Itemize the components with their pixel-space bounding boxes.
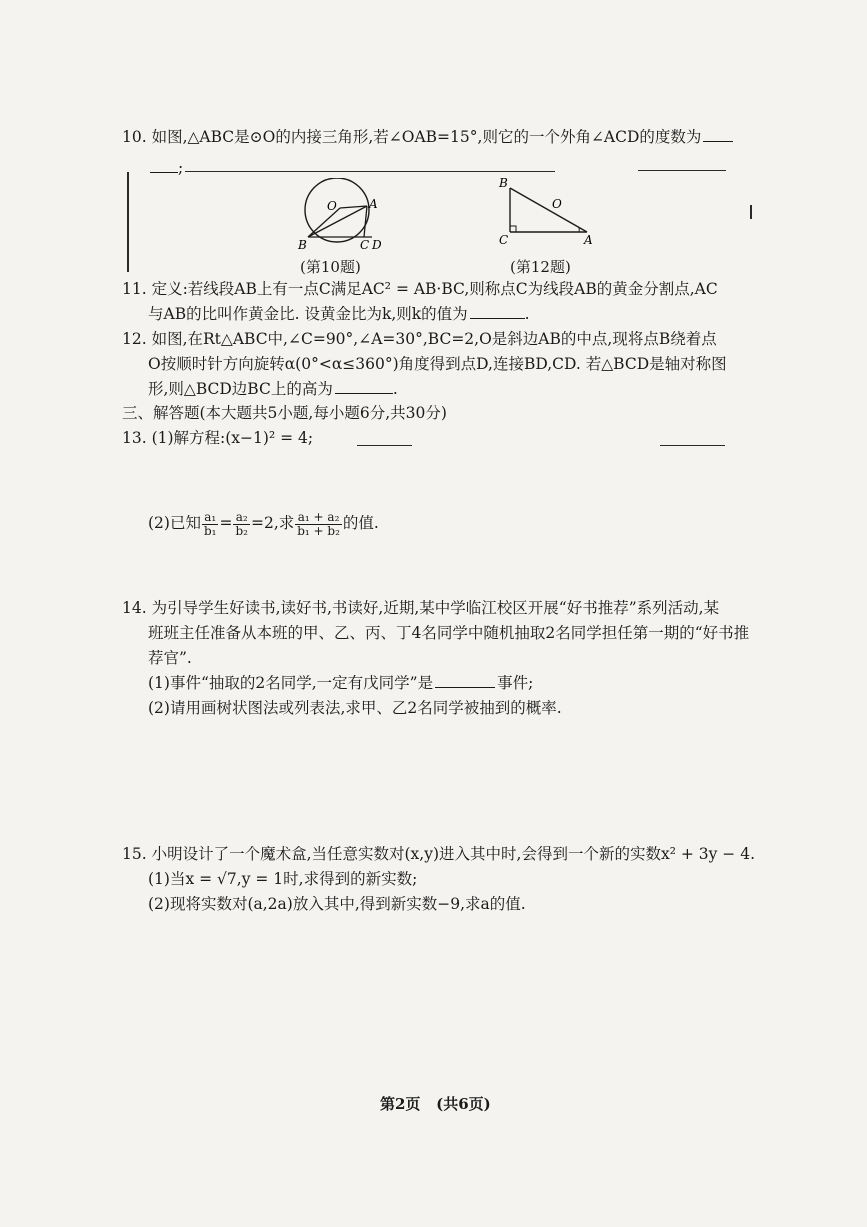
- scan-mark-right: [750, 205, 752, 219]
- label-O: O: [327, 199, 337, 213]
- label-B: B: [298, 238, 307, 252]
- q15-line1: 15. 小明设计了一个魔术盒,当任意实数对(x,y)进入其中时,会得到一个新的实数x² + 3y − 4.: [122, 845, 755, 863]
- q11-line2: 与AB的比叫作黄金比. 设黄金比为k,则k的值为 .: [148, 305, 530, 323]
- q10-figure-circle: [290, 178, 400, 253]
- q13-part2: (2)已知 $\frac{\text{a₁}}{\text{b₁}}$ = $\frac{\text{a₂}}{\text{b₂}}$ =2,求 $\frac{\text{a₁ + a₂}}{\text{b₁ + b₂}}$ 的值.: [148, 509, 379, 538]
- q14-part1: (1)事件“抽取的2名同学,一定有戊同学”是 事件;: [148, 674, 534, 692]
- label-C: C: [360, 238, 370, 252]
- q14-part2: (2)请用画树状图法或列表法,求甲、乙2名同学被抽到的概率.: [148, 699, 562, 717]
- section-heading: 三、解答题(本大题共5小题,每小题6分,共30分): [122, 404, 447, 422]
- label-A: A: [584, 233, 593, 247]
- q11-line1: 11. 定义:若线段AB上有一点C满足AC² = AB·BC,则称点C为线段AB的黄金分割点,AC: [122, 280, 718, 298]
- q14-line3: 荐官”.: [148, 649, 192, 667]
- q13-part1: 13. (1)解方程:(x−1)² = 4;: [122, 429, 314, 447]
- label-A: A: [369, 197, 378, 211]
- scan-mark-q13-b: [660, 445, 725, 446]
- scan-mark-top-right: [638, 170, 726, 171]
- q12-caption: (第12题): [510, 258, 571, 276]
- q12-line3: 形,则△BCD边BC上的高为 .: [148, 380, 398, 398]
- fraction-sum: $\frac{\text{a₁ + a₂}}{\text{b₁ + b₂}}$: [297, 509, 340, 538]
- q12-figure-triangle: [495, 172, 605, 250]
- fraction-a2-b2: $\frac{\text{a₂}}{\text{b₂}}$: [235, 509, 248, 538]
- q12-line1: 12. 如图,在Rt△ABC中,∠C=90°,∠A=30°,BC=2,O是斜边AB的中点,现将点B绕着点: [122, 330, 717, 348]
- q10-text-cont: ;: [150, 157, 183, 179]
- q14-line1: 14. 为引导学生好读书,读好书,书读好,近期,某中学临江校区开展“好书推荐”系列活动,某: [122, 599, 720, 617]
- scan-mark-left: [127, 172, 129, 272]
- q15-part1: (1)当x = √7,y = 1时,求得到的新实数;: [148, 870, 418, 888]
- q15-part2: (2)现将实数对(a,2a)放入其中,得到新实数−9,求a的值.: [148, 895, 526, 913]
- page-footer: 第2页 (共6页): [380, 1095, 491, 1113]
- label-D: D: [372, 238, 382, 252]
- q10-caption: (第10题): [300, 258, 361, 276]
- label-O: O: [552, 197, 562, 211]
- label-C: C: [499, 233, 509, 247]
- fraction-a1-b1: $\frac{\text{a₁}}{\text{b₁}}$: [203, 509, 217, 538]
- q12-line2: O按顺时针方向旋转α(0°<α≤360°)角度得到点D,连接BD,CD. 若△BCD是轴对称图: [148, 355, 727, 373]
- q10-text: 10. 如图,△ABC是⊙O的内接三角形,若∠OAB=15°,则它的一个外角∠ACD的度数为: [122, 126, 733, 148]
- label-B: B: [499, 176, 508, 190]
- q14-line2: 班班主任准备从本班的甲、乙、丙、丁4名同学中随机抽取2名同学担任第一期的“好书推: [148, 624, 750, 642]
- scan-mark-q13-a: [357, 445, 412, 446]
